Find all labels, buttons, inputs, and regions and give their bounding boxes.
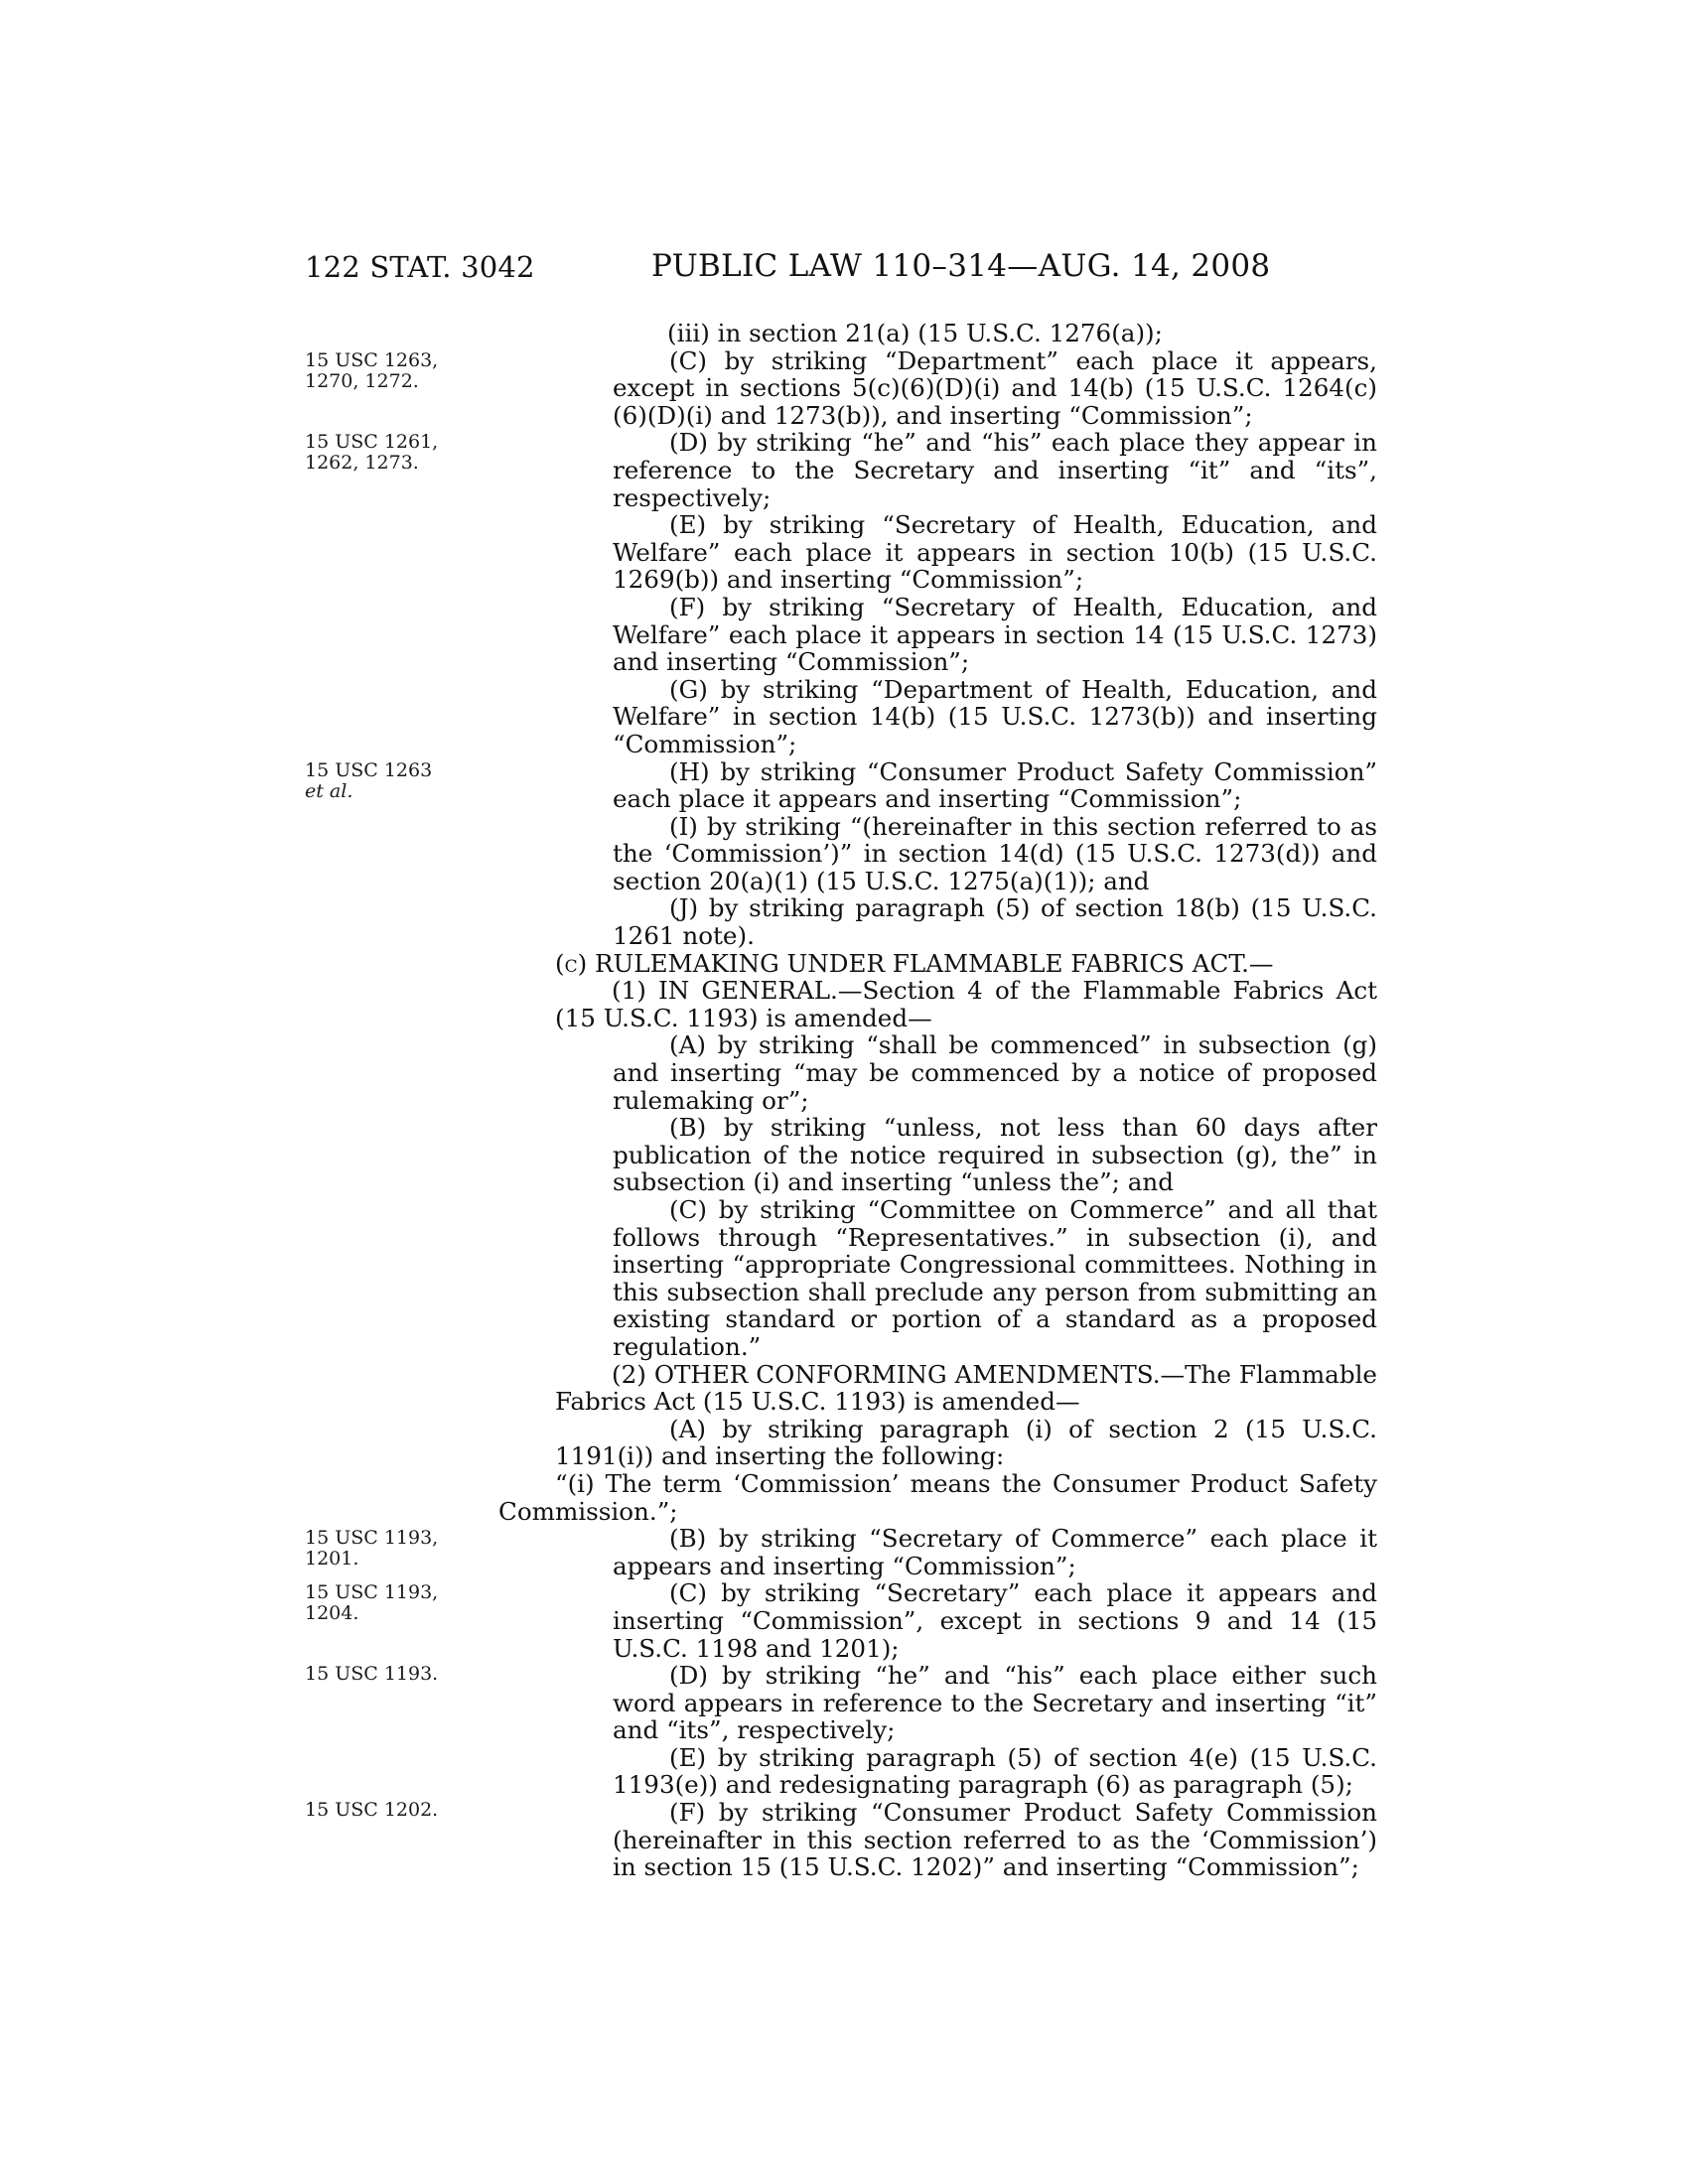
statute-page-number: 122 STAT. 3042 [305,250,535,284]
subsection-heading: (c) RULEMAKING UNDER FLAMMABLE FABRICS ACT.— [555,948,1274,978]
paragraph: (E) by striking paragraph (5) of section 4(e) (15 U.S.C. 1193(e)) and redesignating paragraph (6) as paragraph (5); [613,1742,1377,1800]
paragraph: (B) by striking “unless, not less than 60 days after publication of the notice required in subsection (g), the” in subsection (i) and inserting “unless the”; and [613,1113,1377,1197]
paragraph: (C) by striking “Committee on Commerce” and all that follows through “Representatives.” in subsection (i), and inserting “appropriate Congressional committees. Nothing in this subsection shall preclude any person from submitting an existing standard or portion of a standard as a proposed regulation.” [613,1195,1377,1361]
paragraph: (iii) in section 21(a) (15 U.S.C. 1276(a)); [667,319,1163,347]
paragraph: (D) by striking “he” and “his” each place they appear in reference to the Secretary and inserting “it” and “its”, respectively; [613,428,1377,512]
quoted-definition: “(i) The term ‘Commission’ means the Consumer Product Safety Commission.”; [498,1468,1377,1526]
margin-note [305,760,484,802]
margin-note: 15 USC 1261, 1262, 1273. [305,431,439,474]
margin-note: 15 USC 1193, 1204. [305,1581,439,1624]
body-text [498,320,1377,1881]
paragraph: (1) IN GENERAL.—Section 4 of the Flammable Fabrics Act (15 U.S.C. 1193) is amended— [555,976,1377,1032]
paragraph: (B) by striking “Secretary of Commerce” each place it appears and inserting “Commission”; [613,1524,1377,1580]
paragraph: (J) by striking paragraph (5) of section 18(b) (15 U.S.C. 1261 note). [613,893,1377,951]
paragraph: (A) by striking paragraph (i) of section 2 (15 U.S.C. 1191(i)) and inserting the following: [555,1414,1377,1471]
paragraph: (A) by striking “shall be commenced” in subsection (g) and inserting “may be commenced by a notice of proposed rulemaking or”; [613,1030,1377,1115]
margin-note: 15 USC 1263, 1270, 1272. [305,349,439,392]
paragraph: (D) by striking “he” and “his” each place either such word appears in reference to the Secretary and inserting “it” and “its”, respectively; [613,1661,1377,1745]
running-header-title: PUBLIC LAW 110–314—AUG. 14, 2008 [651,248,1271,284]
paragraph: (F) by striking “Consumer Product Safety Commission (hereinafter in this section referred to as the ‘Commission’) in section 15 (15 U.S.C. 1202)” and inserting “Commission”; [613,1798,1377,1882]
margin-note-text: et al. [305,780,353,802]
paragraph: (C) by striking “Department” each place it appears, except in sections 5(c)(6)(D)(i) and 14(b) (15 U.S.C. 1264(c)(6)(D)(i) and 1273(b)), and inserting “Commission”; [613,345,1377,430]
margin-note: 15 USC 1193. [305,1663,439,1685]
margin-note-text: 15 USC 1263 [305,759,433,781]
paragraph: (C) by striking “Secretary” each place it appears and inserting “Commission”, except in sections 9 and 14 (15 U.S.C. 1198 and 1201); [613,1578,1377,1663]
paragraph: (G) by striking “Department of Health, Education, and Welfare” in section 14(b) (15 U.S.C. 1273(b)) and inserting “Commission”; [613,674,1377,758]
margin-note: 15 USC 1193, 1201. [305,1527,439,1570]
paragraph: (F) by striking “Secretary of Health, Education, and Welfare” each place it appears in section 14 (15 U.S.C. 1273) and inserting “Commission”; [613,592,1377,677]
paragraph: (I) by striking “(hereinafter in this section referred to as the ‘Commission’)” in section 14(d) (15 U.S.C. 1273(d)) and section 20(a)(1) (15 U.S.C. 1275(a)(1)); and [613,811,1377,895]
paragraph: (E) by striking “Secretary of Health, Education, and Welfare” each place it appears in section 10(b) (15 U.S.C. 1269(b)) and inserting “Commission”; [613,510,1377,595]
paragraph: (H) by striking “Consumer Product Safety Commission” each place it appears and inserting “Commission”; [613,756,1377,814]
paragraph: (2) OTHER CONFORMING AMENDMENTS.—The Flammable Fabrics Act (15 U.S.C. 1193) is amended— [555,1359,1377,1417]
margin-note: 15 USC 1202. [305,1799,439,1821]
